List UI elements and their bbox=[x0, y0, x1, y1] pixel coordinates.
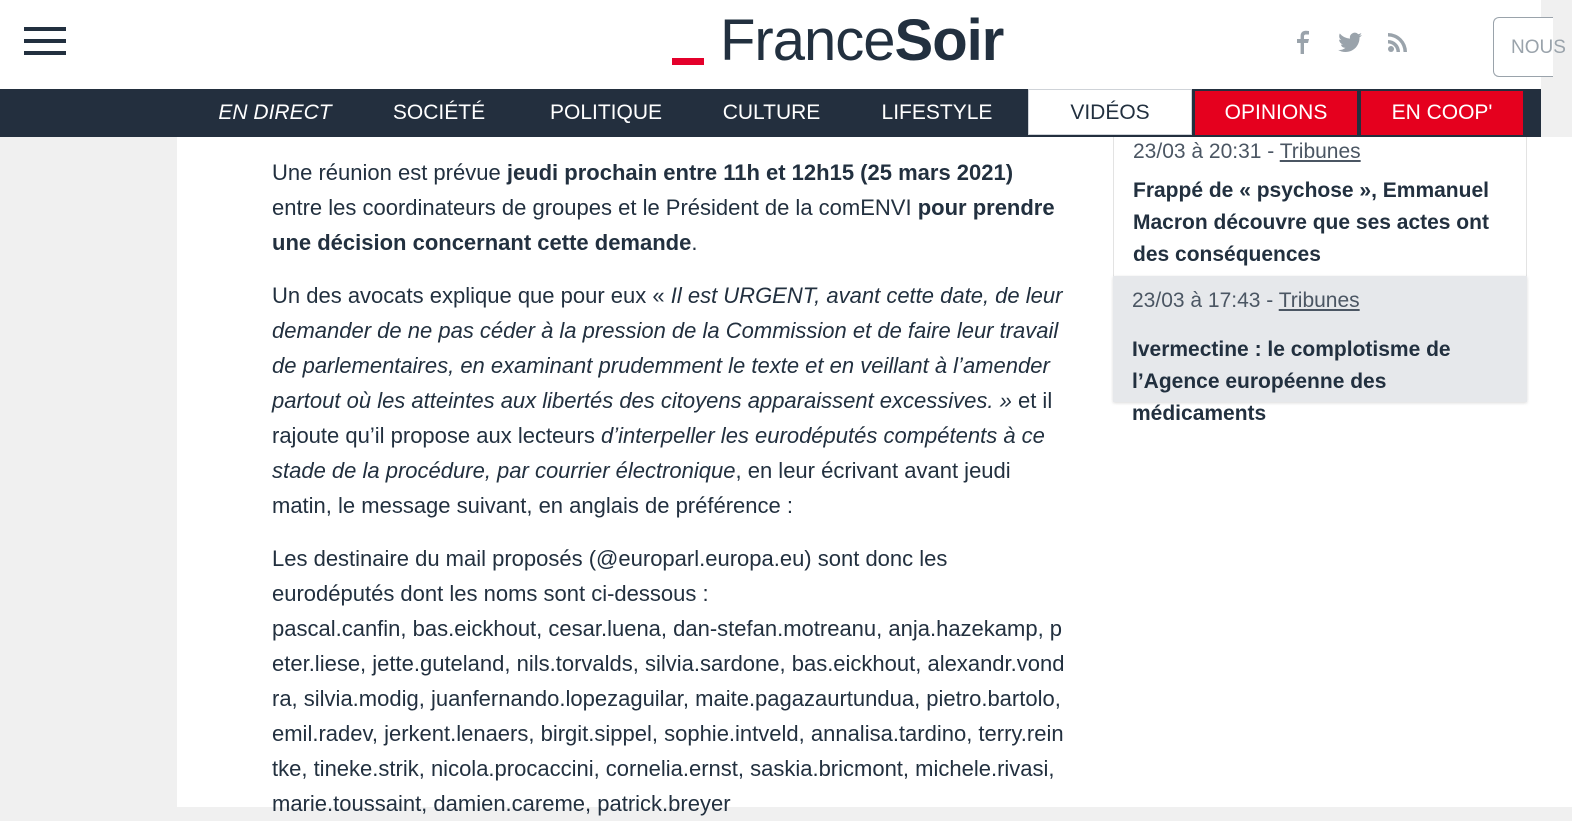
sidebar-item-title[interactable]: Frappé de « psychose », Emmanuel Macron découvre que ses actes ont des conséquences bbox=[1133, 179, 1489, 266]
nav-lifestyle[interactable]: LIFESTYLE bbox=[881, 101, 993, 124]
main-nav bbox=[0, 89, 1541, 137]
francesoir-logo[interactable] bbox=[670, 10, 1070, 72]
logo-wordmark: FranceSoir bbox=[720, 8, 1004, 73]
facebook-icon[interactable] bbox=[1289, 28, 1317, 56]
paragraph-meeting: Une réunion est prévue jeudi prochain entre 11h et 12h15 (25 mars 2021) entre les coordinateurs de groupes et le Président de la comENVI pour prendre une décision concernant cette demande. bbox=[272, 160, 1055, 255]
menu-icon[interactable] bbox=[24, 27, 66, 57]
site-header bbox=[0, 0, 1566, 89]
nav-societe[interactable]: SOCIÉTÉ bbox=[392, 101, 486, 124]
latest-tribunes-sidebar bbox=[1113, 137, 1527, 425]
nav-en-coop[interactable]: EN COOP' bbox=[1361, 91, 1523, 135]
sidebar-item[interactable] bbox=[1113, 137, 1527, 276]
article-content bbox=[272, 137, 1067, 821]
nav-videos[interactable]: VIDÉOS bbox=[1028, 89, 1192, 135]
nav-en-direct[interactable]: EN DIRECT bbox=[218, 101, 332, 124]
nav-opinions[interactable]: OPINIONS bbox=[1195, 91, 1357, 135]
sidebar-item-meta: 23/03 à 17:43 - Tribunes bbox=[1132, 289, 1360, 312]
category-link[interactable]: Tribunes bbox=[1278, 289, 1360, 312]
nav-culture[interactable]: CULTURE bbox=[722, 101, 821, 124]
category-link[interactable]: Tribunes bbox=[1279, 140, 1361, 163]
twitter-icon[interactable] bbox=[1336, 28, 1364, 56]
sidebar-item-title[interactable]: Ivermectine : le complotisme de l’Agence européenne des médicaments bbox=[1132, 338, 1451, 425]
rss-icon[interactable] bbox=[1384, 28, 1412, 56]
paragraph-lawyer-quote: Un des avocats explique que pour eux « Il est URGENT, avant cette date, de leur demander de ne pas céder à la pression de la Commission et de faire leur travail de parlementaires, en examinant prudemment le texte et en veillant à l’amender partout où les atteintes aux libertés des citoyens apparaissent excessives. » et il rajoute qu’il propose aux lecteurs d’interpeller les eurodéputés compétents à ce stade de la procédure, par courrier électronique, en leur écrivant avant jeudi matin, le message suivant, en anglais de préférence : bbox=[272, 283, 1063, 518]
recipient-list: pascal.canfin, bas.eickhout, cesar.luena, dan-stefan.motreanu, anja.hazekamp, peter.liese, jette.guteland, nils.torvalds, silvia.sardone, bas.eickhout, alexandr.vondra, silvia.modig, juanfernando.lopezaguilar, maite.pagazaurtundua, pietro.bartolo, emil.radev, jerkent.lenaers, birgit.sippel, sophie.intveld, annalisa.tardino, terry.reintke, tineke.strik, nicola.procaccini, cornelia.ernst, saskia.bricmont, michele.rivasi, marie.toussaint, damien.careme, patrick.breyer bbox=[272, 616, 1065, 816]
sidebar-item[interactable] bbox=[1113, 276, 1527, 425]
search-input[interactable]: NOUS bbox=[1493, 17, 1553, 77]
nav-politique[interactable]: POLITIQUE bbox=[549, 101, 663, 124]
logo-red-bar bbox=[672, 58, 704, 65]
sidebar-item-meta: 23/03 à 20:31 - Tribunes bbox=[1133, 140, 1361, 163]
paragraph-recipients: Les destinaire du mail proposés (@europarl.europa.eu) sont donc les eurodéputés dont les noms sont ci-dessous : pascal.canfin, bas.eickhout, cesar.luena, dan-stefan.motreanu, anja.hazekamp, peter.liese, jette.guteland, nils.torvalds, silvia.sardone, bas.eickhout, alexandr.vondra, silvia.modig, juanfernando.lopezaguilar, maite.pagazaurtundua, pietro.bartolo, emil.radev, jerkent.lenaers, birgit.sippel, sophie.intveld, annalisa.tardino, terry.reintke, tineke.strik, nicola.procaccini, cornelia.ernst, saskia.bricmont, michele.rivasi, marie.toussaint, damien.careme, patrick.breyer bbox=[272, 546, 1065, 816]
